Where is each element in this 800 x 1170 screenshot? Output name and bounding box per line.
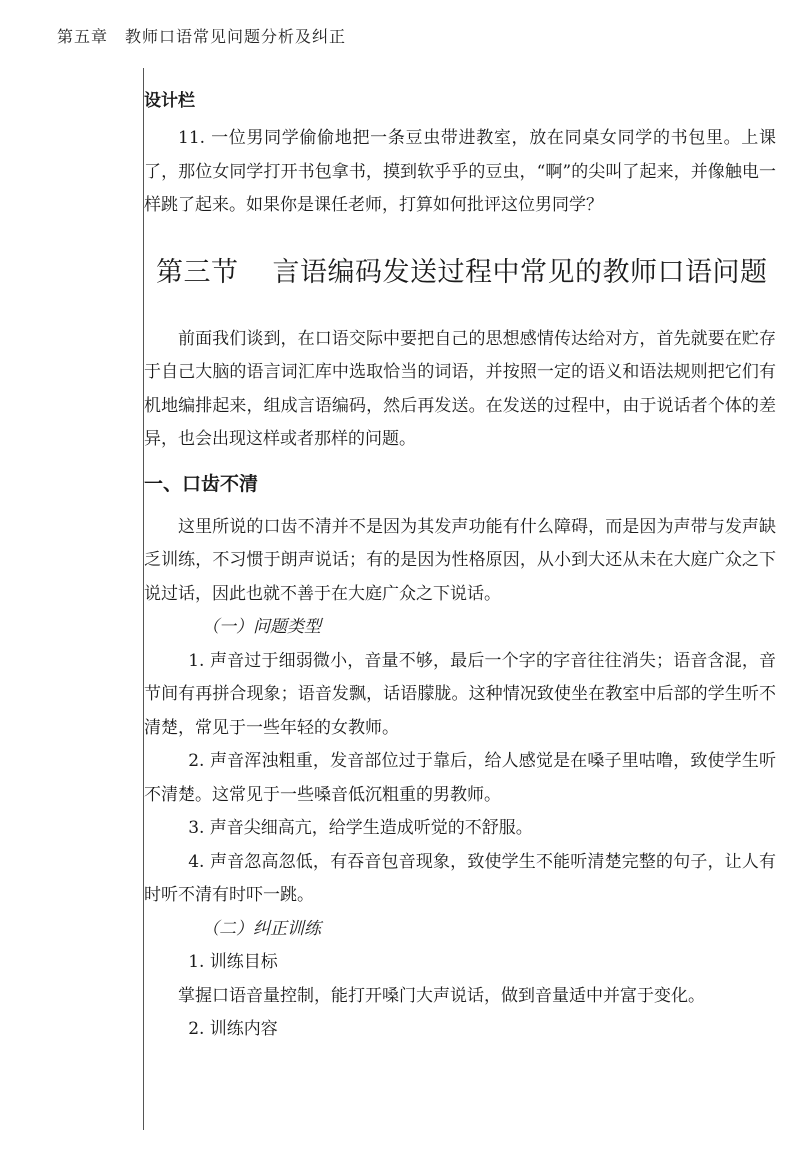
design-box-title: 设计栏 <box>144 91 195 111</box>
training-goal-label: 1. 训练目标 <box>188 952 278 972</box>
correction-training-heading: （二）纠正训练 <box>202 918 321 939</box>
section-title-text: 言语编码发送过程中常见的教师口语问题 <box>272 256 768 288</box>
design-box <box>144 88 776 223</box>
page-body <box>144 80 776 1047</box>
intro-paragraph: 前面我们谈到，在口语交际中要把自己的思想感情传达给对方，首先就要在贮存于自己大脑的语言词汇库中选取恰当的词语，并按照一定的语义和语法规则把它们有机地编排起来，组成言语编码，然后再发送。在发送的过程中，由于说话者个体的差异，也会出现这样或者那样的问题。 <box>144 328 776 449</box>
problem-types-heading: （一）问题类型 <box>202 617 321 637</box>
training-content-label: 2. 训练内容 <box>188 1019 278 1039</box>
problem-item: 4. 声音忽高忽低，有吞音包音现象，致使学生不能听清楚完整的句子，让人有时听不清有时吓一跳。 <box>144 851 776 905</box>
design-box-item: 11. 一位男同学偷偷地把一条豆虫带进教室，放在同桌女同学的书包里。上课了，那位女同学打开书包拿书，摸到软乎乎的豆虫，“啊”的尖叫了起来，并像触电一样跳了起来。如果你是课任老师，打算如何批评这位男同学？ <box>144 128 776 215</box>
problem-item: 1. 声音过于细弱微小，音量不够，最后一个字的字音往往消失；语音含混，音节间有再拼合现象；语音发飘，话语朦胧。这种情况致使坐在教室中后部的学生听不清楚，常见于一些年轻的女教师。 <box>144 650 776 738</box>
problem-item: 3. 声音尖细高亢，给学生造成听觉的不舒服。 <box>188 818 533 838</box>
training-goal-text: 掌握口语音量控制，能打开嗓门大声说话，做到音量适中并富于变化。 <box>178 985 705 1006</box>
subsection-paragraph: 这里所说的口齿不清并不是因为其发声功能有什么障碍，而是因为声带与发声缺乏训练，不习惯于朗声说话；有的是因为性格原因，从小到大还从未在大庭广众之下说过话，因此也就不善于在大庭广众之下说话。 <box>144 516 776 604</box>
section-title <box>156 253 776 293</box>
subsection-heading: 一、口齿不清 <box>144 472 259 495</box>
section-number: 第三节 <box>156 256 239 288</box>
running-head: 第五章 教师口语常见问题分析及纠正 <box>57 27 347 46</box>
problem-item: 2. 声音浑浊粗重，发音部位过于靠后，给人感觉是在嗓子里咕噜，致使学生听不清楚。这常见于一些嗓音低沉粗重的男教师。 <box>144 751 776 805</box>
